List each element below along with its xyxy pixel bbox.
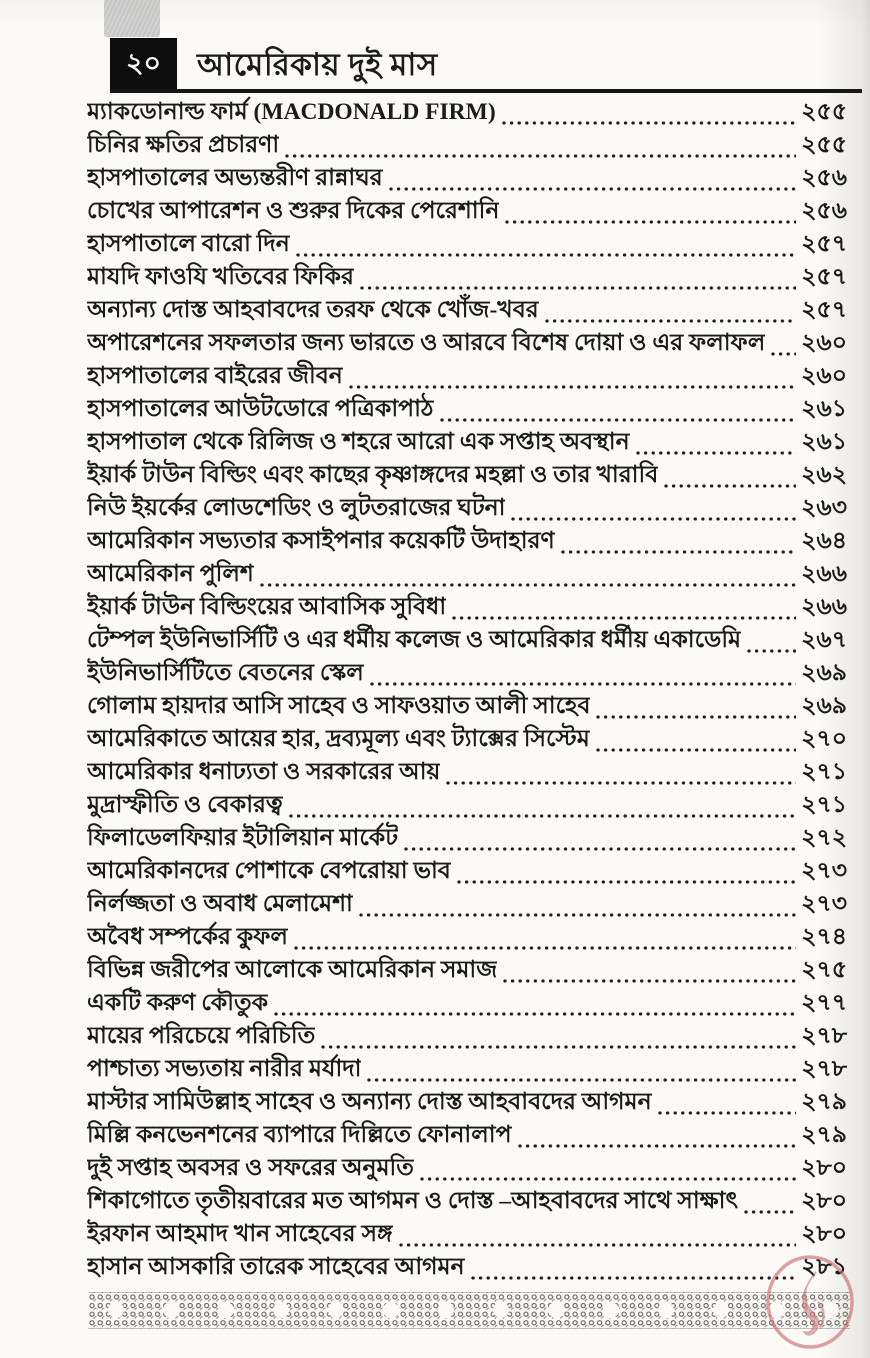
toc-entry-page: ২৫৭ — [801, 297, 847, 323]
toc-entry-title: মুদ্রাস্ফীতি ও বেকারত্ব — [87, 792, 283, 818]
toc-entry-page: ২৭৯ — [801, 1089, 847, 1115]
toc-entry-title: আমেরিকান পুলিশ — [87, 561, 254, 587]
toc-entry-title: অপারেশনের সফলতার জন্য ভারতে ও আরবে বিশেষ দোয়া ও এর ফলাফল — [87, 330, 766, 356]
dot-leader — [595, 747, 796, 753]
toc-entry-title: নির্লজ্জতা ও অবাধ মেলামেশা — [87, 891, 353, 917]
toc-entry-page: ২৮০ — [801, 1221, 847, 1247]
toc-entry-title: শিকাগোতে তৃতীয়বারের মত আগমন ও দোস্ত –আহবাবদের সাথে সাক্ষাৎ — [87, 1188, 739, 1214]
red-seal-stamp — [764, 1254, 856, 1350]
dot-leader — [501, 120, 797, 126]
toc-entry-page: ২৫৭ — [801, 264, 847, 290]
toc-entry-page: ২৬৩ — [801, 495, 847, 521]
toc-entry-title: অবৈধ সম্পর্কের কুফল — [87, 924, 288, 950]
toc-entry-title: হাসপাতালে বারো দিন — [87, 231, 290, 257]
toc-entry-title: অন্যান্য দোস্ত আহবাবদের তরফ থেকে খোঁজ-খবর — [87, 297, 539, 323]
toc-entry-title: ইরফান আহমাদ খান সাহেবের সঙ্গ — [87, 1221, 393, 1247]
toc-entry-title: মায়ের পরিচেয়ে পরিচিতি — [87, 1023, 316, 1049]
page-number-box — [110, 38, 177, 93]
toc-entry-title: বিভিন্ন জরীপের আলোকে আমেরিকান সমাজ — [87, 957, 498, 983]
toc-entry-page: ২৭৫ — [801, 957, 847, 983]
dot-leader — [502, 978, 796, 984]
toc-entry-title: আমেরিকান সভ্যতার কসাইপনার কয়েকটি উদাহারণ — [87, 528, 555, 554]
dot-leader — [657, 1110, 797, 1116]
toc-entry-title: একটি করুণ কৌতুক — [87, 990, 269, 1016]
toc-entry-page: ২৫৫ — [801, 99, 847, 125]
book-header-title: আমেরিকায় দুই মাস — [197, 47, 438, 82]
toc-entry-page: ২৭৮ — [801, 1056, 847, 1082]
scan-smudge-artifact — [104, 0, 160, 37]
toc-entry-title: হাসপাতালের বাইরের জীবন — [87, 363, 343, 389]
toc-entry-page: ২৭১ — [801, 759, 847, 785]
dot-leader — [358, 912, 796, 918]
toc-entry-page: ২৬৬ — [801, 561, 847, 587]
toc-entry-page: ২৬৯ — [801, 660, 847, 686]
dot-leader — [635, 450, 797, 456]
toc-entry-page: ২৬২ — [801, 462, 847, 488]
toc-entry-title: পাশ্চাত্য সভ্যতায় নারীর মর্যাদা — [87, 1056, 362, 1082]
toc-entry-page: ২৮১ — [801, 1254, 847, 1280]
toc-entry-page: ২৭২ — [801, 825, 847, 851]
toc-entry-title: ম্যাকডোনাল্ড ফার্ম (MACDONALD FIRM) — [87, 99, 496, 125]
dot-leader — [663, 483, 796, 489]
dot-leader — [445, 780, 796, 786]
toc-entry-title: আমেরিকানদের পোশাকে বেপরোয়া ভাব — [87, 858, 451, 884]
toc-entry-page: ২৬০ — [801, 330, 847, 356]
toc-entry — [87, 1254, 847, 1287]
toc-entry-title: দুই সপ্তাহ অবসর ও সফরের অনুমতি — [87, 1155, 414, 1181]
toc-entry-title: ইয়ার্ক টাউন বিল্ডিংয়ের আবাসিক সুবিধা — [87, 594, 447, 620]
toc-entry-page: ২৬৬ — [801, 594, 847, 620]
toc-entry-page: ২৭৯ — [801, 1122, 847, 1148]
dot-leader — [320, 1044, 796, 1050]
dot-leader — [517, 1143, 797, 1149]
toc-entry-page: ২৮০ — [801, 1188, 847, 1214]
toc-entry-page: ২৫৫ — [801, 132, 847, 158]
dot-leader — [560, 549, 796, 555]
toc-entry-page: ২৬০ — [801, 363, 847, 389]
toc-entry-page: ২৮০ — [801, 1155, 847, 1181]
dot-leader — [456, 879, 796, 885]
toc-entry-title: গোলাম হায়দার আসি সাহেব ও সাফওয়াত আলী সাহেব — [87, 693, 591, 719]
dot-leader — [595, 714, 796, 720]
toc-entry-page: ২৬৪ — [801, 528, 847, 554]
toc-entry-title: আমেরিকার ধনাঢ্যতা ও সরকারের আয় — [87, 759, 441, 785]
toc-entry-title: নিউ ইয়র্কের লোডশেডিং ও লুটতরাজের ঘটনা — [87, 495, 506, 521]
toc-entry-title: টেম্পল ইউনিভার্সিটি ও এর ধর্মীয় কলেজ ও আমেরিকার ধর্মীয় একাডেমি — [87, 627, 742, 653]
toc-entry-page: ২৭৪ — [801, 924, 847, 950]
dot-leader — [743, 1209, 796, 1215]
toc-entry-page: ২৭১ — [801, 792, 847, 818]
toc-entry-page: ২৭৩ — [801, 891, 847, 917]
toc-entry-page: ২৭৩ — [801, 858, 847, 884]
page-number: ২০ — [125, 48, 162, 78]
toc-entry-title: মাস্টার সামিউল্লাহ সাহেব ও অন্যান্য দোস্ত আহবাবদের আগমন — [87, 1089, 652, 1115]
toc-entry-title: ফিলাডেলফিয়ার ইটালিয়ান মার্কেট — [87, 825, 399, 851]
toc-entry-page: ২৬৯ — [801, 693, 847, 719]
toc-entry-title: মিল্লি কনভেনশনের ব্যাপারে দিল্লিতে ফোনালাপ — [87, 1122, 512, 1148]
ornamental-border — [88, 1292, 850, 1329]
toc-entry-page: ২৭০ — [801, 726, 847, 752]
toc-entry-title: চোখের আপারেশন ও শুরুর দিকের পেরেশানি — [87, 198, 500, 224]
toc-entry-title: আমেরিকাতে আয়ের হার, দ্রব্যমূল্য এবং ট্যাক্সের সিস্টেম — [87, 726, 590, 752]
dot-leader — [403, 846, 796, 852]
dot-leader — [504, 219, 796, 225]
toc-entry-page: ২৬৭ — [801, 627, 847, 653]
toc-entry-page: ২৬১ — [801, 396, 847, 422]
toc-entry-title: হাসপাতালের আউটডোরে পত্রিকাপাঠ — [87, 396, 434, 422]
dot-leader — [770, 351, 796, 357]
toc-entry-title: ইউনিভার্সিটিতে বেতনের স্কেল — [87, 660, 364, 686]
toc-entry-page: ২৭৭ — [801, 990, 847, 1016]
toc-entry-title: হাসপাতাল থেকে রিলিজ ও শহরে আরো এক সপ্তাহ অবস্থান — [87, 429, 630, 455]
toc-list — [87, 99, 847, 1287]
toc-entry-title: ইয়ার্ক টাউন বিল্ডিং এবং কাছের কৃষ্ণাঙ্গদের মহল্লা ও তার খারাবি — [87, 462, 659, 488]
toc-entry-page: ২৫৬ — [801, 165, 847, 191]
toc-entry-page: ২৫৬ — [801, 198, 847, 224]
toc-entry-title: হাসান আসকারি তারেক সাহেবের আগমন — [87, 1254, 465, 1280]
dot-leader — [470, 1275, 797, 1281]
toc-entry-page: ২৭৮ — [801, 1023, 847, 1049]
toc-entry-page: ২৬১ — [801, 429, 847, 455]
dot-leader — [746, 648, 796, 654]
dot-leader — [295, 252, 796, 258]
toc-entry-title: চিনির ক্ষতির প্রচারণা — [87, 132, 280, 158]
toc-entry-title: হাসপাতালের অভ্যন্তরীণ রান্নাঘর — [87, 165, 383, 191]
toc-entry-page: ২৫৭ — [801, 231, 847, 257]
dot-leader — [273, 1011, 796, 1017]
toc-entry-title: মাযদি ফাওযি খতিবের ফিকির — [87, 264, 354, 290]
